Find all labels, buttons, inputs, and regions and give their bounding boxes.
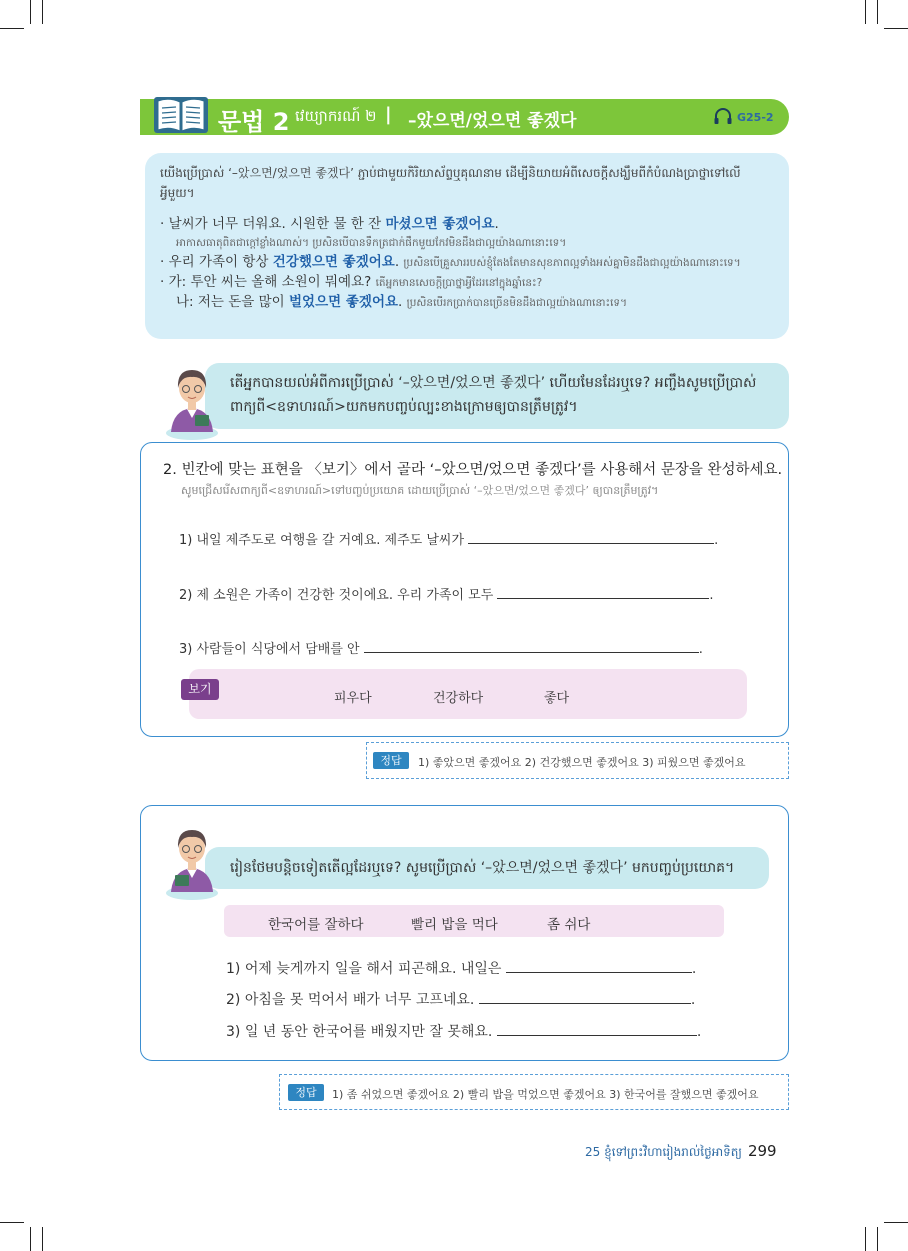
prompt-line-2: ពាក្យពី<ឧទាហរណ៍>យកមកបញ្ចប់ល្បះខាងក្រោមឲ្យបានត្រឹមត្រូវ។ — [230, 399, 578, 415]
teacher-illustration — [163, 820, 221, 900]
example-text: . — [394, 254, 400, 270]
teacher-illustration — [163, 360, 221, 440]
teacher-prompt — [205, 847, 769, 889]
example-1 — [160, 215, 774, 234]
example-text: 나: 저는 돈을 많이 — [176, 294, 290, 310]
chapter-title: 25 ខ្ញុំទៅព្រះវិហារៀងរាល់ថ្ងៃអាទិត្យ — [585, 1145, 742, 1159]
example-2-translation: ប្រសិនបើគ្រួសាររបស់ខ្ញុំតែងតែមានសុខភាពល្អទាំងអស់គ្នាមិនដឹងជាល្អយ៉ាងណានោះទេ។ — [403, 257, 741, 269]
example-emphasis: 건강했으면 좋겠어요 — [272, 254, 395, 270]
answer-blank[interactable] — [468, 530, 714, 544]
answer-blank[interactable] — [364, 639, 699, 653]
example-text: . — [398, 294, 403, 310]
answer-blank[interactable] — [479, 990, 691, 1004]
item-text: 2) 아침을 못 먹어서 배가 너무 고프네요. — [226, 992, 475, 1008]
book-icon — [152, 93, 210, 137]
example-emphasis: 벌었으면 좋겠어요 — [289, 294, 399, 310]
example-word: 좋다 — [544, 691, 570, 706]
prompt-line-1: តើអ្នកបានយល់អំពីការប្រើប្រាស់ ‘–았으면/었으면 좋겠다’ ហើយមែនដែរឬទេ? អញ្ចឹងសូមប្រើប្រាស់ — [230, 375, 757, 391]
answer-text: 1) 좀 쉬었으면 좋겠어요 2) 빨리 밥을 먹었으면 좋겠어요 3) 한국어를 잘했으면 좋겠어요 — [332, 1088, 759, 1101]
example-3a — [160, 273, 774, 293]
example-emphasis: 마셨으면 좋겠어요 — [385, 216, 495, 232]
answer-blank[interactable] — [497, 1022, 697, 1036]
explanation-intro: យើងប្រើប្រាស់ ‘–았으면/었으면 좋겠다’ ភ្ជាប់ជាមួយកិរិយាស័ព្ទឬគុណនាម ដើម្បីនិយាយអំពីសេចក្តីសង្ឃឹមពីកំបំណងប្រាថ្នាទៅលើអ្វីមួយ។ — [160, 166, 741, 200]
example-text: · 날씨가 너무 더워요. 시원한 물 한 잔 — [160, 216, 386, 232]
word-box — [224, 905, 724, 937]
example-word: 건강하다 — [433, 691, 484, 706]
bogi-label: 보기 — [181, 679, 219, 700]
example-word-box — [189, 669, 747, 719]
grammar-title-km: វេយ្យាករណ៍ ២ — [295, 107, 377, 125]
audio-code: G25-2 — [737, 111, 774, 124]
example-text: . — [494, 216, 499, 232]
page-footer — [585, 1142, 777, 1162]
exercise-item: 3) 일 년 동안 한국어를 배웠지만 잘 못해요. . — [226, 1024, 702, 1040]
page-number: 299 — [747, 1142, 777, 1160]
example-word: 빨리 밥을 먹다 — [411, 917, 498, 933]
grammar-title: 문법 2 — [218, 108, 290, 136]
example-text: · 우리 가족이 항상 — [160, 254, 273, 270]
item-text: 3) 사람들이 식당에서 담배를 안 — [179, 642, 360, 657]
exercise-item: 3) 사람들이 식당에서 담배를 안 . — [179, 638, 703, 657]
exercise-item: 1) 내일 제주도로 여행을 갈 거예요. 제주도 날씨가 . — [179, 529, 718, 548]
answer-label: 정답 — [288, 1084, 324, 1101]
exercise-2 — [140, 442, 789, 737]
example-2 — [160, 253, 774, 273]
example-word: 피우다 — [334, 691, 372, 706]
example-3b — [160, 293, 774, 313]
answer-label: 정답 — [373, 752, 409, 769]
grammar-pattern: –았으면/었으면 좋겠다 — [408, 111, 577, 131]
exercise-question-km: សូមជ្រើសរើសពាក្យពី<ឧទាហរណ៍>ទៅបញ្ចប់ប្រយោគ ដោយប្រើប្រាស់ ‘–았으면/었으면 좋겠다’ ឲ្យបានត្រឹមត្រូវ។ — [181, 484, 659, 497]
grammar-banner — [140, 99, 789, 135]
item-text: 2) 제 소원은 가족이 건강한 것이에요. 우리 가족이 모두 — [179, 588, 494, 603]
item-text: 1) 내일 제주도로 여행을 갈 거예요. 제주도 날씨가 — [179, 533, 465, 548]
example-text: · 가: 투안 씨는 올해 소원이 뭐예요? — [160, 274, 372, 290]
explanation-box — [145, 153, 789, 339]
example-3a-translation: តើអ្នកមានសេចក្តីប្រាថ្នាអ្វីដែរនៅក្នុងឆ្នាំនេះ? — [375, 277, 543, 289]
example-word: 한국어를 잘하다 — [268, 917, 364, 933]
answer-blank[interactable] — [497, 585, 709, 599]
example-3b-translation: ប្រសិនបើរកប្រាក់បានច្រើនមិនដឹងជាល្អយ៉ាងណានោះទេ។ — [406, 297, 627, 309]
answer-key — [279, 1074, 789, 1110]
teacher-prompt — [205, 363, 789, 429]
answer-text: 1) 좋았으면 좋겠어요 2) 건강했으면 좋겠어요 3) 피웠으면 좋겠어요 — [418, 756, 746, 769]
example-1-translation: អាកាសធាតុពិតជាក្តៅខ្លាំងណាស់។ ប្រសិនបើបានទឹកត្រជាក់ផឹកមួយកែវមិនដឹងជាល្អយ៉ាងណានោះទេ។ — [176, 237, 567, 249]
exercise-question: 2. 빈칸에 맞는 표현을 〈보기〉에서 골라 ‘–았으면/었으면 좋겠다’를 사용해서 문장을 완성하세요. — [163, 462, 783, 478]
exercise-3 — [140, 805, 789, 1061]
answer-key — [366, 742, 789, 779]
item-text: 3) 일 년 동안 한국어를 배웠지만 잘 못해요. — [226, 1024, 493, 1040]
item-text: 1) 어제 늦게까지 일을 해서 피곤해요. 내일은 — [226, 961, 502, 977]
exercise-item: 1) 어제 늦게까지 일을 해서 피곤해요. 내일은 . — [226, 961, 697, 977]
headphones-icon[interactable] — [713, 107, 733, 125]
example-word: 좀 쉬다 — [547, 917, 591, 933]
prompt-text: រៀនថែមបន្តិចទៀតតើល្អដែរឬទេ? សូមប្រើប្រាស់ ‘–았으면/었으면 좋겠다’ មកបញ្ចប់ប្រយោគ។ — [230, 860, 735, 876]
exercise-item: 2) 제 소원은 가족이 건강한 것이에요. 우리 가족이 모두 . — [179, 584, 714, 603]
exercise-item: 2) 아침을 못 먹어서 배가 너무 고프네요. . — [226, 992, 696, 1008]
answer-blank[interactable] — [506, 959, 692, 973]
title-separator: | — [385, 104, 392, 125]
